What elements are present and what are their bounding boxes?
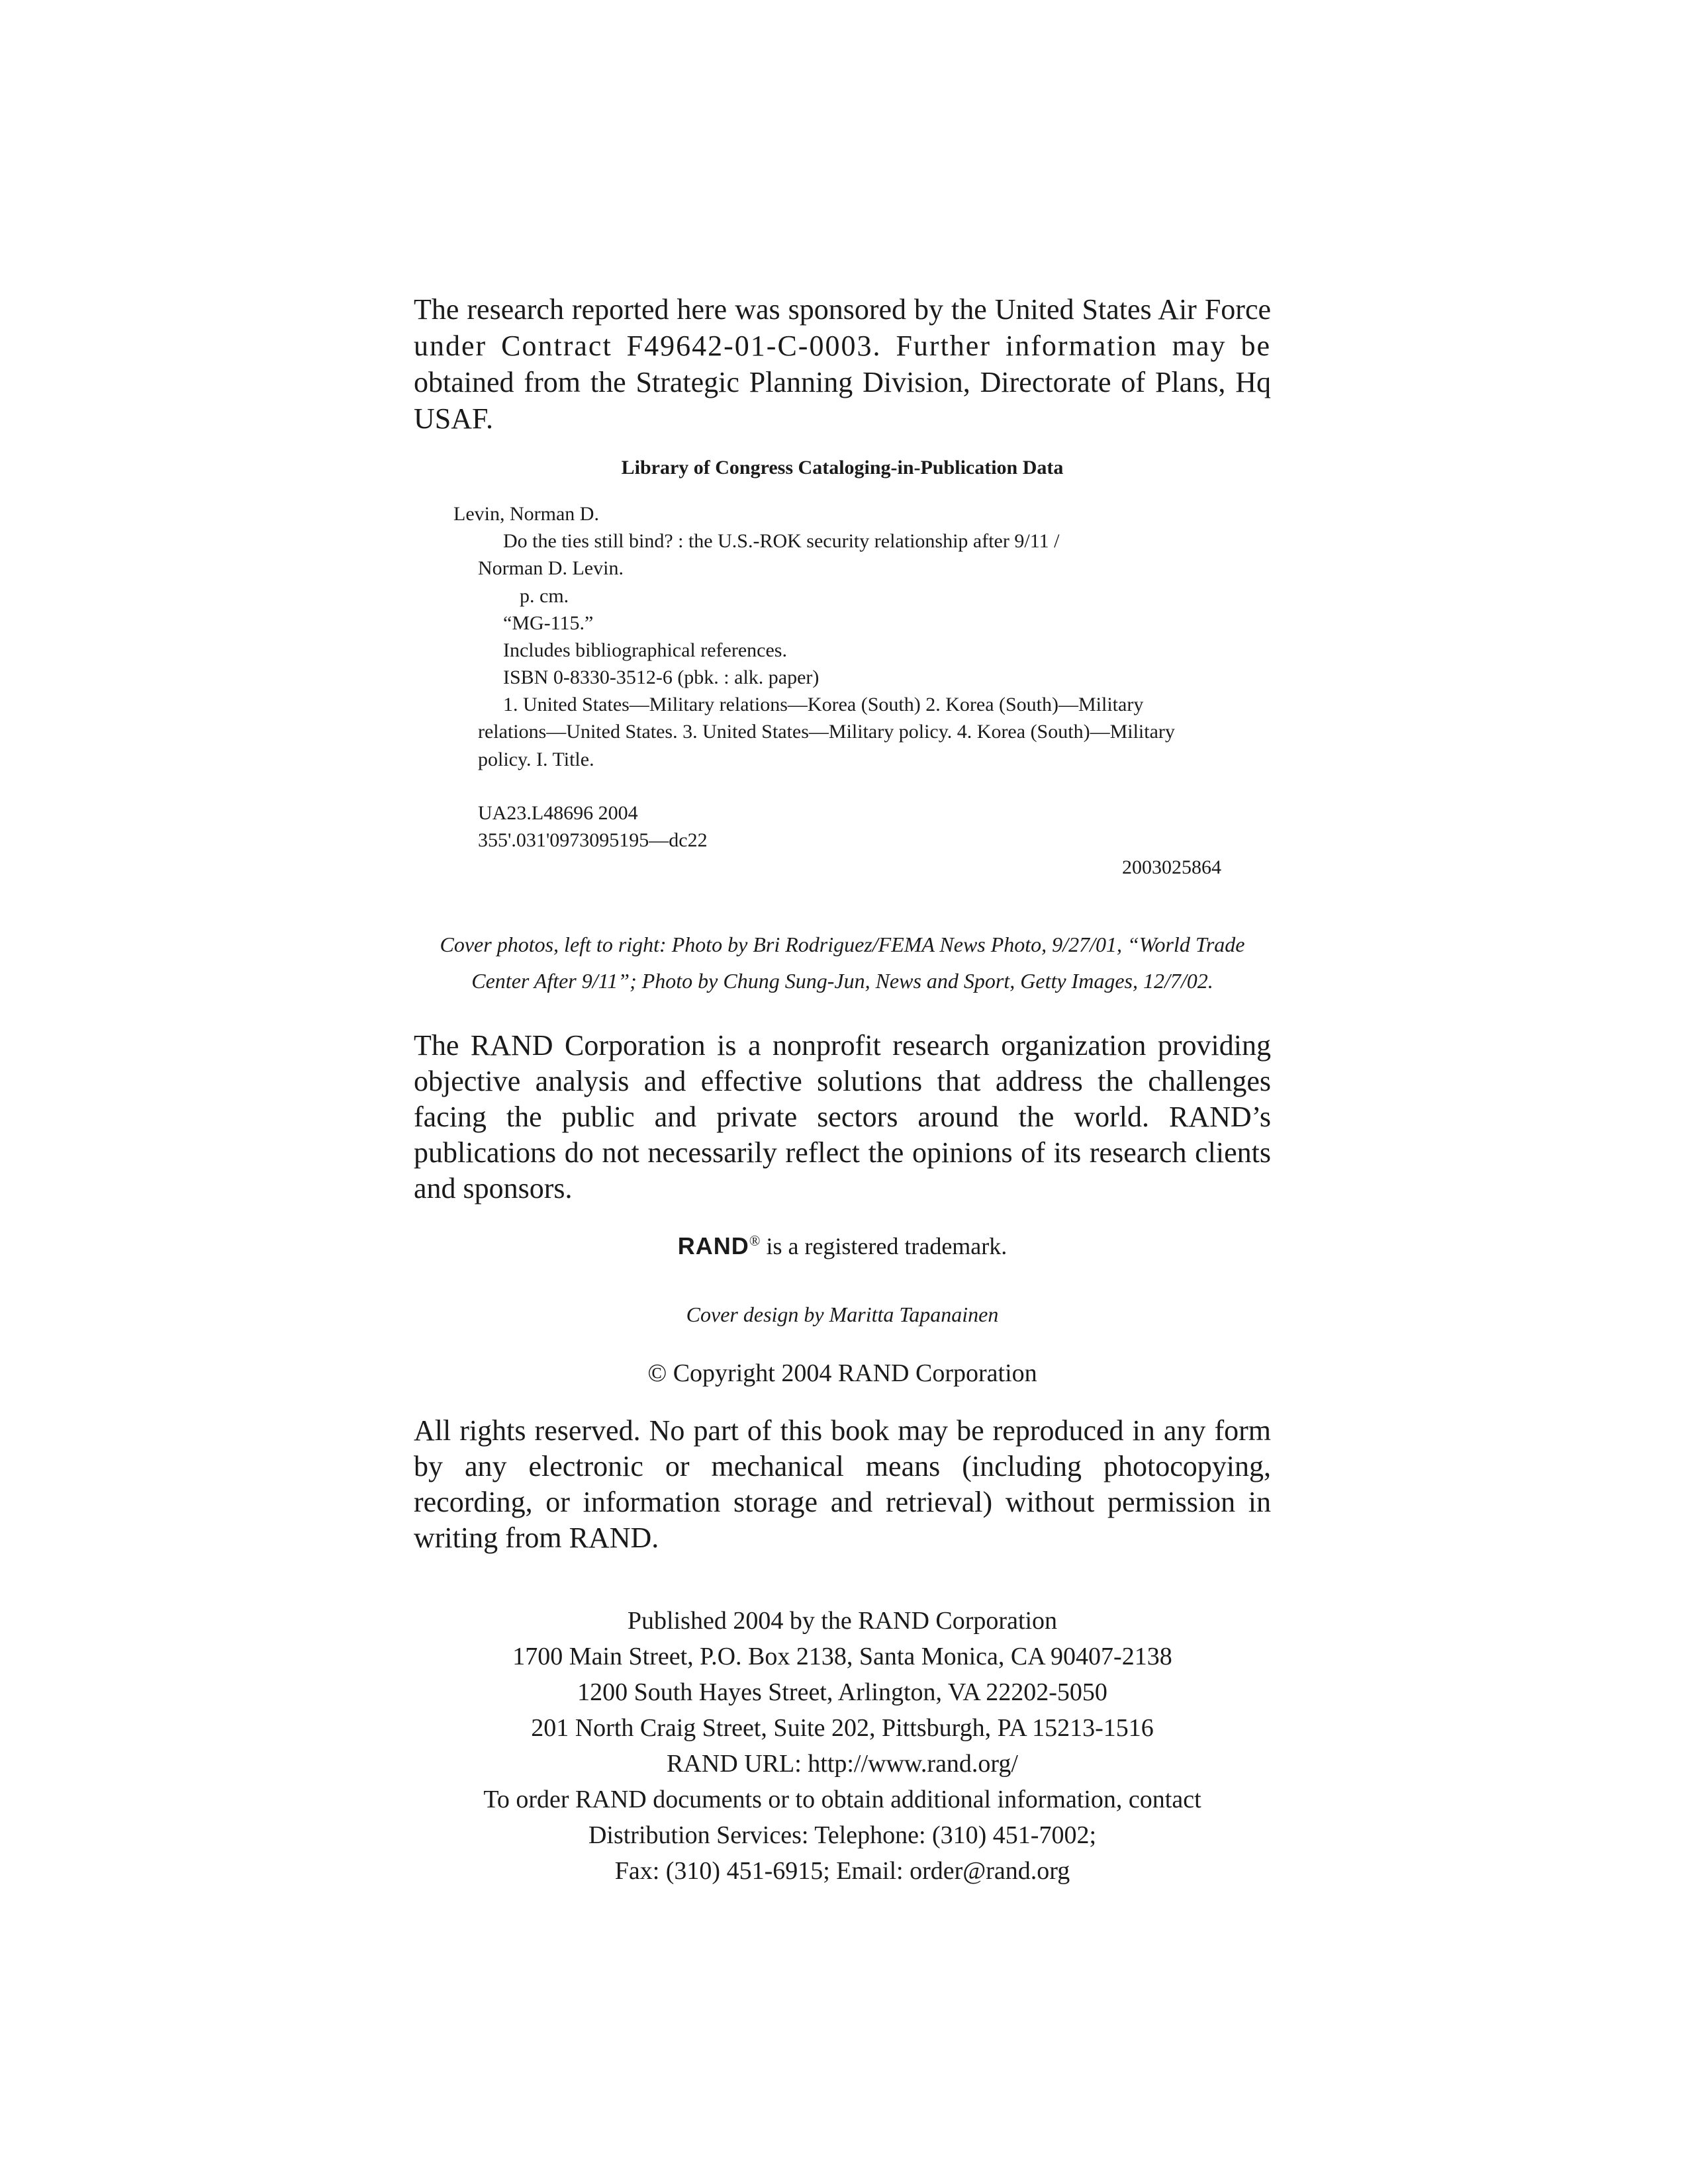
publisher-info — [414, 1603, 1271, 1889]
cip-title-line: Do the ties still bind? : the U.S.-ROK security relationship after 9/11 / — [503, 530, 1060, 552]
cip-dewey: 355'.031'0973095195—dc22 — [478, 829, 708, 851]
sponsor-line: under Contract F49642-01-C-0003. Further information may be — [414, 330, 1271, 362]
publisher-address: 201 North Craig Street, Suite 202, Pittsburgh, PA 15213-1516 — [531, 1714, 1154, 1742]
cip-heading: Library of Congress Cataloging-in-Publication Data — [621, 457, 1064, 478]
cover-credit-line: Center After 9/11”; Photo by Chung Sung-Jun, News and Sport, Getty Images, 12/7/02. — [471, 969, 1213, 993]
cip-title-line: Norman D. Levin. — [478, 557, 624, 579]
cip-author: Levin, Norman D. — [453, 503, 599, 525]
cip-subjects-line: policy. I. Title. — [478, 749, 594, 770]
rand-description — [414, 1028, 1271, 1206]
rand-description-line: The RAND Corporation is a nonprofit research organization providing — [414, 1029, 1271, 1062]
rand-description-line: objective analysis and effective solutions that address the challenges — [414, 1065, 1271, 1097]
rights-statement — [414, 1413, 1271, 1556]
cover-photo-credit — [414, 927, 1271, 999]
publisher-address: 1200 South Hayes Street, Arlington, VA 22202-5050 — [577, 1678, 1107, 1706]
cover-credit-line: Cover photos, left to right: Photo by Bri Rodriguez/FEMA News Photo, 9/27/01, “World Trade — [440, 933, 1245, 956]
cip-includes: Includes bibliographical references. — [503, 639, 787, 661]
cover-design-credit: Cover design by Maritta Tapanainen — [686, 1302, 999, 1326]
publisher-contact: To order RAND documents or to obtain additional information, contact — [483, 1786, 1201, 1813]
registered-symbol: ® — [749, 1232, 761, 1249]
copyright-notice: © Copyright 2004 RAND Corporation — [647, 1359, 1037, 1387]
cip-isbn: ISBN 0-8330-3512-6 (pbk. : alk. paper) — [503, 666, 820, 688]
sponsor-line: USAF. — [414, 402, 493, 435]
sponsor-line: The research reported here was sponsored by the United States Air Force — [414, 293, 1271, 326]
cip-pages: p. cm. — [520, 585, 569, 607]
cip-subjects-line: 1. United States—Military relations—Korea (South) 2. Korea (South)—Military — [503, 694, 1144, 715]
trademark-notice — [414, 1232, 1271, 1260]
cip-subjects-line: relations—United States. 3. United States—Military policy. 4. Korea (South)—Military — [478, 721, 1175, 743]
publisher-url: RAND URL: http://www.rand.org/ — [667, 1750, 1018, 1778]
rights-line: All rights reserved. No part of this book may be reproduced in any form — [414, 1414, 1271, 1447]
sponsor-line: obtained from the Strategic Planning Division, Directorate of Plans, Hq — [414, 366, 1271, 398]
rand-description-line: facing the public and private sectors around the world. RAND’s — [414, 1101, 1271, 1133]
publisher-contact: Fax: (310) 451-6915; Email: order@rand.org — [614, 1857, 1070, 1885]
rand-description-line: and sponsors. — [414, 1172, 573, 1205]
cip-call-number: UA23.L48696 2004 — [478, 802, 638, 824]
rights-line: by any electronic or mechanical means (including photocopying, — [414, 1450, 1271, 1482]
publisher-line: Published 2004 by the RAND Corporation — [627, 1607, 1058, 1635]
cip-lccn: 2003025864 — [1122, 856, 1221, 878]
rights-line: writing from RAND. — [414, 1522, 659, 1554]
rand-description-line: publications do not necessarily reflect the opinions of its research clients — [414, 1136, 1271, 1169]
publisher-contact: Distribution Services: Telephone: (310) 451-7002; — [588, 1821, 1097, 1849]
rand-brand: RAND — [677, 1232, 749, 1259]
sponsor-paragraph — [414, 291, 1271, 437]
trademark-text: is a registered trademark. — [760, 1233, 1008, 1259]
cip-series: “MG-115.” — [503, 612, 594, 634]
publisher-address: 1700 Main Street, P.O. Box 2138, Santa Monica, CA 90407-2138 — [512, 1643, 1172, 1670]
rights-line: recording, or information storage and retrieval) without permission in — [414, 1486, 1271, 1518]
